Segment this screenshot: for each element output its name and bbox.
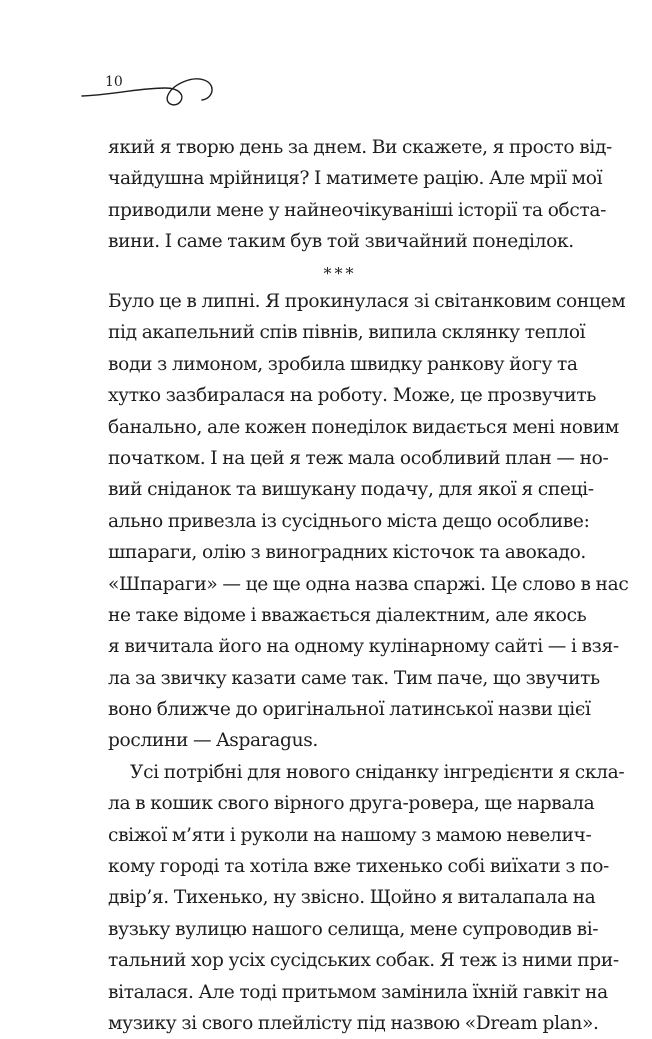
text-line: двір’я. Тихенько, ну звісно. Щойно я виталапала на	[108, 887, 596, 909]
text-line: музику зі свого плейлісту під назвою «Dream plan».	[108, 1012, 599, 1034]
text-line: ла в кошик свого вірного друга-ровера, ще нарвала	[108, 793, 595, 815]
text-line: який я творю день за днем. Ви скажете, я просто від-	[108, 137, 612, 158]
text-line: ально привезла із сусіднього міста дещо особливе:	[108, 510, 590, 532]
text-line: ла за звичку казати саме так. Тим паче, що звучить	[108, 667, 600, 689]
text-line: не таке відоме і вважається діалектним, але якось	[108, 604, 587, 626]
paragraph-body	[108, 286, 629, 1039]
text-line: води з лимоном, зробила швидку ранкову йогу та	[108, 353, 578, 375]
text-line: рослини — Asparagus.	[108, 730, 318, 752]
section-separator: ***	[323, 264, 357, 283]
text-line: банально, але кожен понеділок видається мені новим	[108, 416, 619, 438]
text-line: хутко зазбиралася на роботу. Може, це прозвучить	[108, 385, 597, 407]
paragraph-continuation	[108, 132, 612, 258]
text-line: Було це в липні. Я прокинулася зі світанковим сонцем	[108, 291, 626, 312]
text-line: вини. І саме таким був той звичайний понеділок.	[108, 231, 574, 253]
text-line: кому городі та хотіла вже тихенько собі виїхати з по-	[108, 856, 609, 878]
text-line: я вичитала його на одному кулінарному сайті — і взя-	[108, 636, 619, 658]
swirl-ornament-icon	[80, 68, 220, 118]
text-line: вий сніданок та вишукану подачу, для якої я спеці-	[108, 479, 594, 501]
text-line: тальний хор усіх сусідських собак. Я теж із ними при-	[108, 950, 619, 972]
text-line: вузьку вулицю нашого селища, мене супроводив ві-	[108, 918, 599, 940]
text-line: свіжої м’яти і руколи на нашому з мамою невелич-	[108, 824, 592, 846]
text-line: під акапельний спів півнів, випила склянку теплої	[108, 322, 586, 344]
page-number: 10	[105, 74, 123, 90]
text-line: воно ближче до оригінальної латинської назви цієї	[108, 699, 591, 721]
text-line: шпараги, олію з виноградних кісточок та авокадо.	[108, 542, 586, 564]
text-line: початком. І на цей я теж мала особливий план — но-	[108, 447, 609, 469]
text-line: Усі потрібні для нового сніданку інгредієнти я скла-	[130, 761, 625, 783]
text-line: чайдушна мрійниця? І матимете рацію. Але мрії мої	[108, 168, 603, 190]
text-line: приводили мене у найнеочікуваніші історії та обста-	[108, 199, 607, 221]
text-line: «Шпараги» — це ще одна назва спаржі. Це слово в нас	[108, 573, 629, 595]
text-line: віталася. Але тоді притьмом замінила їхній гавкіт на	[108, 981, 608, 1003]
